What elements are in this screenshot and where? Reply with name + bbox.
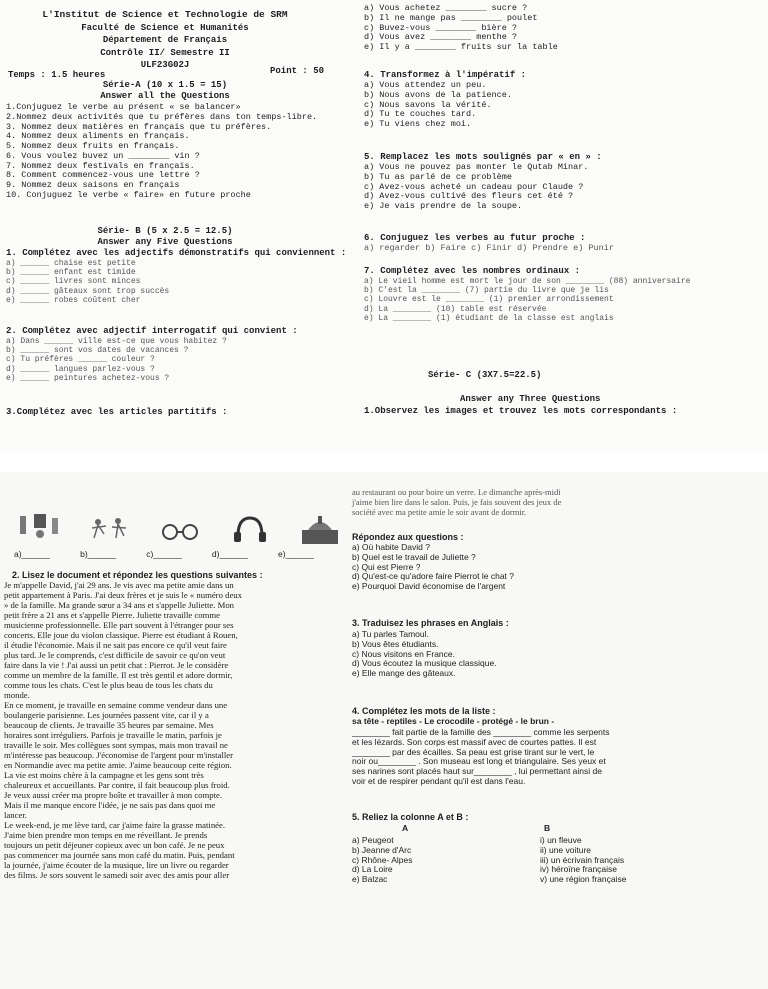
course-code: ULF23G02J bbox=[140, 59, 190, 70]
q7-title: 7. Complétez avec les nombres ordinaux : bbox=[364, 266, 581, 276]
column-b-item: ii) une voiture bbox=[540, 844, 592, 855]
text-line: Mais il me manque encore l'idée, je ne sais pas dans quoi me bbox=[4, 800, 216, 810]
text-line: en Normandie avec ma petite amie. J'aime beaucoup cette région. bbox=[4, 760, 232, 770]
item: c) Nous savons la vérité. bbox=[364, 99, 492, 110]
item: a) Le vieil homme est mort le jour de son ________ (88) anniversaire bbox=[364, 277, 691, 286]
text-line: travaille le soir. Mes collègues sont sympas, mais mon travail ne bbox=[4, 740, 228, 750]
text-line: pas commencer ma journée sans mon café du matin. Puis, pendant bbox=[4, 850, 235, 860]
dancers-image bbox=[84, 512, 136, 548]
department-name: Département de Français bbox=[102, 35, 228, 46]
item: a) Tu parles Tamoul. bbox=[352, 629, 429, 639]
exam-time: Temps : 1.5 heures bbox=[8, 70, 106, 80]
item: b) Tu as parlé de ce problème bbox=[364, 171, 512, 182]
image-label: a)______ bbox=[14, 549, 50, 559]
q4-word-list: sa tête - reptiles - Le crocodile - protégé - le brun - bbox=[352, 716, 555, 726]
item: a) Où habite David ? bbox=[352, 542, 430, 552]
question: 10. Conjuguez le verbe « faire» en future proche bbox=[6, 189, 251, 200]
image-label: c)______ bbox=[146, 549, 182, 559]
page-separator bbox=[0, 452, 768, 472]
image-label: b)______ bbox=[80, 549, 117, 559]
text-line: j'aime bien lire dans le salon. Puis, je fais souvent des jeux de bbox=[352, 496, 562, 507]
text-line: boulangerie parisienne. Les journées passent vite, car il y a bbox=[4, 710, 209, 720]
text-line: Je veux aussi créer ma propre boîte et travailler à mon compte. bbox=[4, 790, 223, 800]
column-b-item: iii) un écrivain français bbox=[540, 854, 625, 865]
item: b) ______ sont vos dates de vacances ? bbox=[6, 346, 189, 356]
item: b) ______ enfant est timide bbox=[6, 268, 136, 278]
text-line: beaucoup de clients. Je travaille 35 heures par semaine. Mes bbox=[4, 720, 214, 730]
answer-items bbox=[352, 543, 514, 592]
q4-title: 4. Transformez à l'impératif : bbox=[364, 70, 527, 80]
serie-b-title: Série- B (5 x 2.5 = 12.5) bbox=[97, 226, 233, 236]
q3-items bbox=[352, 630, 497, 679]
item: e) Je vais prendre de la soupe. bbox=[364, 201, 523, 212]
column-a-item: e) Balzac bbox=[352, 874, 388, 885]
q5-items bbox=[364, 163, 588, 212]
column-b-heading: B bbox=[544, 823, 551, 833]
text-line: ses narines sont placés haut sur________ , lui permettant ainsi de bbox=[352, 766, 602, 777]
text-line: des films. Je sors souvent le samedi soir avec des amis pour aller bbox=[4, 870, 230, 880]
item: e) Il y a ________ fruits sur la table bbox=[364, 42, 558, 53]
exam-name: Contrôle II/ Semestre II bbox=[100, 47, 230, 58]
question: 4. Nommez deux aliments en français. bbox=[6, 131, 190, 142]
item: c) Tu préfères ______ couleur ? bbox=[6, 355, 155, 365]
exam-page-2 bbox=[0, 472, 768, 989]
text-line: comme tous les chats. C'est le plus beau de tous les chats du bbox=[4, 680, 213, 690]
serie-b-q2-items bbox=[6, 337, 227, 383]
item: d) Vous avez ________ menthe ? bbox=[364, 32, 518, 43]
exam-header bbox=[0, 10, 330, 70]
item: e) Tu viens chez moi. bbox=[364, 119, 472, 130]
serie-b-q2-title: 2. Complétez avec adjectif interrogatif qui convient : bbox=[6, 326, 298, 336]
item: d) Tu te couches tard. bbox=[364, 109, 477, 120]
column-a-item: a) Peugeot bbox=[352, 835, 394, 845]
column-b-item: i) un fleuve bbox=[540, 835, 582, 845]
serie-a-title: Série-A (10 x 1.5 = 15) bbox=[102, 80, 228, 90]
item: d) Vous écoutez la musique classique. bbox=[352, 658, 497, 669]
column-b bbox=[540, 836, 626, 885]
image-labels bbox=[14, 550, 314, 560]
question: 2.Nommez deux activités que tu préfères dans ton temps-libre. bbox=[6, 111, 318, 122]
item: b) Quel est le travail de Juliette ? bbox=[352, 551, 476, 562]
question: 1.Conjuguez le verbe au présent « se balancer» bbox=[6, 102, 241, 112]
serie-b-instruction: Answer any Five Questions bbox=[97, 237, 233, 247]
text-line: voir et de respirer pendant qu'il est dans l'eau. bbox=[352, 775, 526, 786]
question: 3. Nommez deux matières en français que tu préfères. bbox=[6, 121, 272, 132]
item: e) La ________ (1) étudiant de la classe est anglais bbox=[364, 313, 614, 323]
item: c) ______ livres sont minces bbox=[6, 277, 141, 287]
q5-title: 5. Remplacez les mots soulignés par « en » : bbox=[364, 152, 602, 162]
text-line: société avec ma petite amie le soir avant de dormir. bbox=[352, 506, 527, 517]
serie-b-q1-title: 1. Complétez avec les adjectifs démonstratifs qui conviennent : bbox=[6, 248, 347, 258]
text-line: musicienne professionnelle. Elle part souvent à l'étranger pour ses bbox=[4, 620, 234, 630]
text-line: et les lézards. Son corps est massif avec de courtes pattes. Il est bbox=[352, 736, 597, 747]
item: d) ______ gâteaux sont trop succès bbox=[6, 286, 170, 296]
text-line: J'aime bien prendre mon temps en me réveillant. Je prends bbox=[4, 830, 208, 840]
q5-title: 5. Reliez la colonne A et B : bbox=[352, 812, 469, 822]
item: b) Nous avons de la patience. bbox=[364, 89, 512, 100]
text-line: monde. bbox=[4, 690, 30, 700]
item: b) Vous êtes étudiants. bbox=[352, 638, 439, 649]
column-a-heading: A bbox=[402, 823, 409, 833]
item: c) Louvre est le ________ (1) premier arrondissement bbox=[364, 295, 614, 305]
text-line: lancer. bbox=[4, 810, 27, 820]
image-row bbox=[14, 512, 334, 548]
text-line: Le week-end, je me lève tard, car j'aime faire la grasse matinée. bbox=[4, 820, 226, 830]
item: a) Vous achetez ________ sucre ? bbox=[364, 3, 528, 13]
text-line: il étudie l'économie. Mais il ne sait pas encore ce qu'il veut faire bbox=[4, 640, 227, 650]
question: 6. Vous voulez buvez un ________ vin ? bbox=[6, 150, 200, 161]
question: 5. Nommez deux fruits en français. bbox=[6, 141, 180, 152]
item: c) Buvez-vous ________ bière ? bbox=[364, 22, 518, 33]
q6-title: 6. Conjuguez les verbes au futur proche : bbox=[364, 233, 586, 243]
text-line: » de la famille. Ma grande sœur a 34 ans et s'appelle Juliette. Mon bbox=[4, 600, 235, 610]
text-line: faire dans la vie ! J'ai aussi un petit chat : Pierrot. Je le considère bbox=[4, 660, 229, 670]
text-line: horaires sont irréguliers. Parfois je travaille le matin, parfois je bbox=[4, 730, 222, 740]
item: d) La ________ (10) table est réservée bbox=[364, 304, 547, 314]
q7-items bbox=[364, 277, 690, 323]
headphones-image bbox=[224, 512, 276, 548]
text-line: au restaurant ou pour boire un verre. Le dimanche après-midi bbox=[352, 487, 561, 497]
question: 8. Comment commencez-vous une lettre ? bbox=[6, 170, 200, 181]
q4-text bbox=[352, 728, 764, 787]
institute-name: L'Institut de Science et Technologie de SRM bbox=[42, 9, 288, 20]
text-continuation bbox=[352, 488, 764, 517]
answer-title: Répondez aux questions : bbox=[352, 532, 464, 542]
item: a) Dans ______ ville est-ce que vous habitez ? bbox=[6, 337, 227, 346]
reading-text bbox=[4, 580, 339, 880]
serie-b-q3-title: 3.Complétez avec les articles partitifs : bbox=[6, 407, 228, 417]
item: d) Qu'est-ce qu'adore faire Pierrot le chat ? bbox=[352, 571, 514, 582]
item: e) Elle mange des gâteaux. bbox=[352, 668, 456, 679]
column-a-item: b) Jeanne d'Arc bbox=[352, 844, 412, 855]
text-line: comme un membre de la famille. Il est très gentil et adore dormir, bbox=[4, 670, 233, 680]
column-a-item: d) La Loire bbox=[352, 864, 393, 875]
faculty-name: Faculté de Science et Humanités bbox=[81, 22, 249, 33]
item: b) Il ne mange pas ________ poulet bbox=[364, 12, 538, 23]
serie-c-title: Série- C (3X7.5=22.5) bbox=[428, 370, 542, 380]
serie-b-q1-items bbox=[6, 259, 169, 305]
column-b-item: v) une région française bbox=[540, 874, 627, 885]
text-line: toujours un petit déjeuner copieux avec un bon café. Je ne peux bbox=[4, 840, 225, 850]
item: d) ______ langues parlez-vous ? bbox=[6, 364, 155, 374]
text-line: ________ fait partie de la famille des ________ comme les serpents bbox=[352, 727, 610, 737]
column-b-item: iv) héroïne française bbox=[540, 864, 618, 875]
item: b) C'est la ________ (7) partie du livre que je lis bbox=[364, 286, 609, 296]
item: c) Nous visitons en France. bbox=[352, 648, 455, 659]
question: 7. Nommez deux festivals en français. bbox=[6, 160, 195, 171]
q4-title: 4. Complétez les mots de la liste : bbox=[352, 706, 496, 716]
text-line: concerts. Elle joue du violon classique. Pierre est étudiant à Rouen, bbox=[4, 630, 238, 640]
text-line: m'intéresse pas beaucoup. J'économise de l'argent pour m'installer bbox=[4, 750, 234, 760]
serie-c-q1: 1.Observez les images et trouvez les mots correspondants : bbox=[364, 406, 678, 416]
text-line: noir ou________ . Son museau est long et triangulaire. Ses yeux et bbox=[352, 756, 606, 767]
text-line: ________ par des écailles. Sa peau est grise tirant sur le vert, le bbox=[352, 746, 595, 757]
item: e) Pourquoi David économise de l'argent bbox=[352, 581, 506, 592]
monument-image bbox=[294, 512, 346, 548]
serie-c-instruction: Answer any Three Questions bbox=[460, 394, 601, 404]
serie-a-instruction: Answer all the Questions bbox=[100, 91, 230, 101]
column-a bbox=[352, 836, 412, 885]
column-a-item: c) Rhône- Alpes bbox=[352, 854, 413, 865]
q6-items: a) regarder b) Faire c) Finir d) Prendre e) Punir bbox=[364, 243, 614, 253]
item: d) Avez-vous cultivé des fleurs cet été ? bbox=[364, 191, 574, 202]
text-line: La vie est moins chère à la campagne et les gens sont très bbox=[4, 770, 204, 780]
exam-points: Point : 50 bbox=[270, 66, 325, 76]
item: a) Vous attendez un peu. bbox=[364, 80, 487, 90]
item: c) Qui est Pierre ? bbox=[352, 561, 421, 572]
text-line: En ce moment, je travaille en semaine comme vendeur dans une bbox=[4, 700, 228, 710]
item: a) ______ chaise est petite bbox=[6, 259, 136, 268]
text-line: plus tard. Je le comprends, c'est difficile de savoir ce qu'on veut bbox=[4, 650, 226, 660]
text-line: chaleureux et accueillants. Par contre, il fait beaucoup plus froid. bbox=[4, 780, 230, 790]
exam-page-1 bbox=[0, 0, 768, 452]
image-label: d)______ bbox=[211, 549, 248, 559]
q3-title: 3. Traduisez les phrases en Anglais : bbox=[352, 618, 509, 628]
question: 9. Nommez deux saisons en français bbox=[6, 180, 180, 191]
text-line: petit appartement à Paris. J'ai deux frères et je suis le « numéro deux bbox=[4, 590, 242, 600]
image-label: e)______ bbox=[278, 549, 314, 559]
text-line: Je m'appelle David, j'ai 29 ans. Je vis avec ma petite amie dans un bbox=[4, 580, 234, 590]
partitifs-items bbox=[364, 4, 558, 53]
serie-a-questions bbox=[6, 103, 346, 201]
q4-items bbox=[364, 81, 512, 130]
theatre-image bbox=[14, 512, 66, 548]
glasses-image bbox=[154, 512, 206, 548]
item: e) ______ peintures achetez-vous ? bbox=[6, 373, 170, 383]
text-line: la journée, j'aime écouter de la musique, lire un livre ou regarder bbox=[4, 860, 229, 870]
item: a) Vous ne pouvez pas monter le Qutab Minar. bbox=[364, 162, 589, 172]
item: c) Avez-vous acheté un cadeau pour Claude ? bbox=[364, 181, 584, 192]
q2-title: 2. Lisez le document et répondez les questions suivantes : bbox=[12, 570, 263, 580]
text-line: petit frère a 21 ans et s'appelle Pierre. Juliette travaille comme bbox=[4, 610, 221, 620]
item: e) ______ robes coûtent cher bbox=[6, 295, 141, 305]
